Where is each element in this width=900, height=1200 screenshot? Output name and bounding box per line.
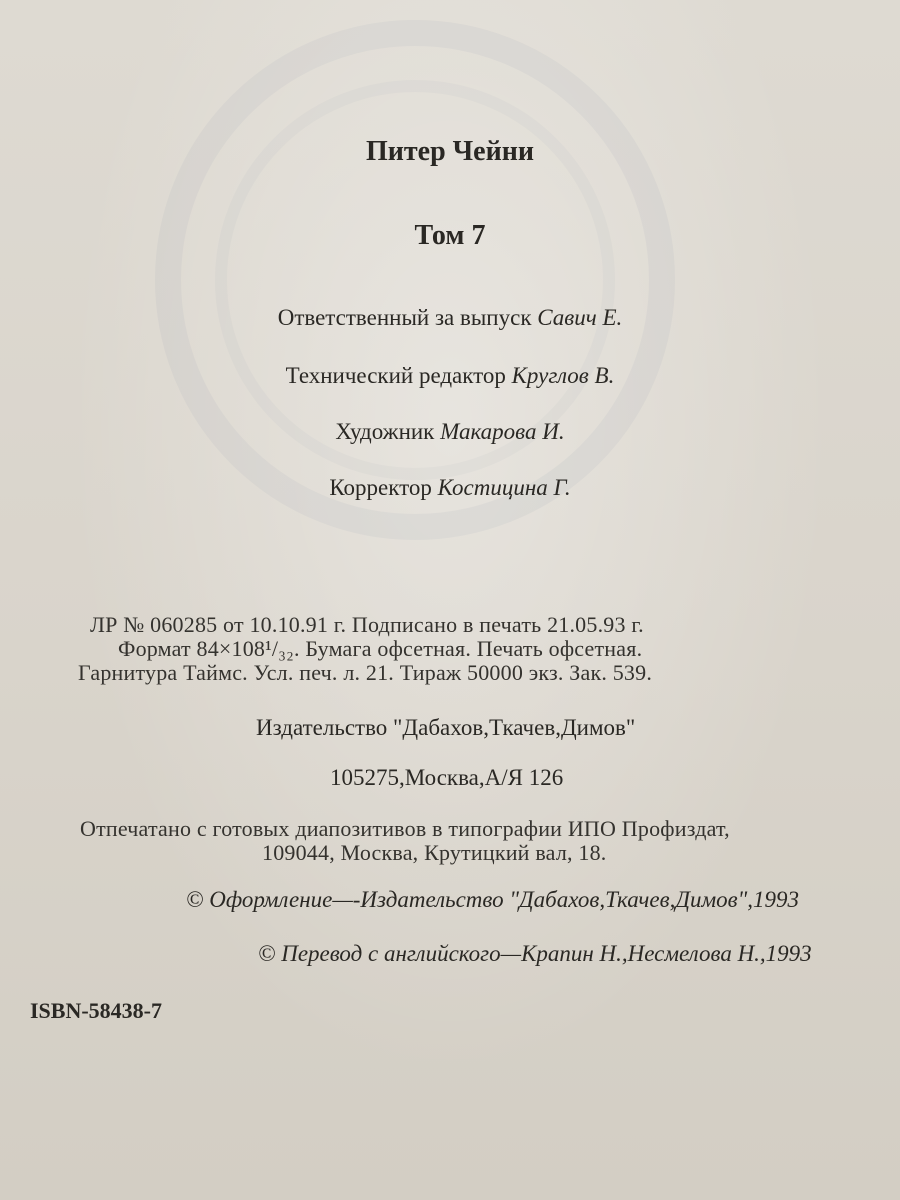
publisher-name: Издательство "Дабахов,Ткачев,Димов" [256, 715, 636, 740]
credit-name: Костицина Г. [437, 475, 571, 500]
imprint-line-license: ЛР № 060285 от 10.10.91 г. Подписано в печать 21.05.93 г. [90, 612, 644, 637]
credit-name: Круглов В. [511, 363, 615, 388]
credit-name: Макарова И. [440, 419, 565, 444]
imprint-line-format: Формат 84×108¹/₃₂. Бумага офсетная. Печать офсетная. [118, 636, 643, 661]
copyright-design: © Оформление—-Издательство "Дабахов,Ткачев,Димов",1993 [186, 887, 800, 912]
publisher-address: 105275,Москва,А/Я 126 [330, 765, 564, 790]
printed-by-address: 109044, Москва, Крутицкий вал, 18. [262, 840, 607, 865]
credit-name: Савич Е. [537, 305, 623, 330]
printed-by-line: Отпечатано с готовых диапозитивов в типографии ИПО Профиздат, [80, 816, 730, 841]
credit-role: Ответственный за выпуск [277, 305, 532, 330]
author-name: Питер Чейни [365, 136, 535, 167]
credit-line-release [0, 306, 900, 329]
imprint-line-typeface: Гарнитура Таймс. Усл. печ. л. 21. Тираж 50000 экз. Зак. 539. [78, 660, 653, 685]
credit-line-proofreader [0, 476, 900, 499]
isbn-number: ISBN-58438-7 [30, 998, 163, 1023]
copyright-translation: © Перевод с английского—Крапин Н.,Несмелова Н.,1993 [258, 941, 812, 966]
credit-role: Художник [335, 419, 435, 444]
volume-title: Том 7 [414, 220, 486, 251]
credit-line-artist [0, 420, 900, 443]
credit-line-tech-editor [0, 364, 900, 387]
credit-role: Корректор [329, 475, 432, 500]
credit-role: Технический редактор [285, 363, 506, 388]
